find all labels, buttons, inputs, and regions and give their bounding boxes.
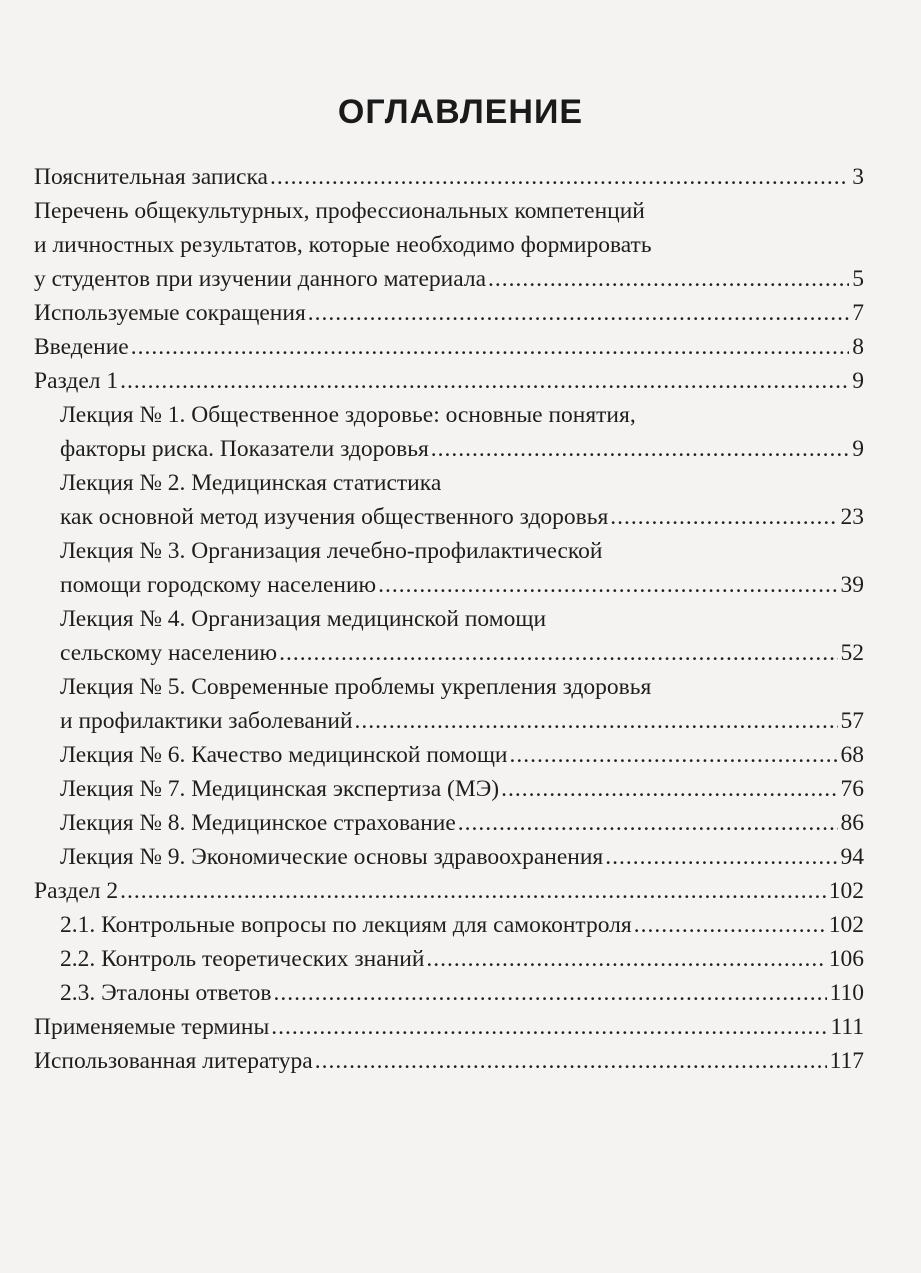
dot-leader: [605, 840, 837, 874]
toc-entry: [34, 806, 864, 840]
dot-leader: [273, 976, 826, 1010]
toc-line: [34, 296, 864, 330]
toc-entry-text: и профилактики заболеваний: [60, 708, 353, 734]
toc-line: [34, 262, 864, 296]
toc-line: [34, 330, 864, 364]
toc-line: [34, 602, 864, 636]
toc-page-number: 3: [852, 164, 864, 190]
toc-page-number: 9: [852, 368, 864, 394]
toc-line: [34, 874, 864, 908]
toc-page-number: 23: [840, 504, 864, 530]
toc-entry: [34, 908, 864, 942]
toc-entry-text: Лекция № 1. Общественное здоровье: основные понятия,: [60, 402, 636, 428]
toc-page-number: 102: [828, 878, 864, 904]
toc-page-number: 102: [828, 912, 864, 938]
toc-entry: [34, 194, 864, 296]
toc-entry: [34, 534, 864, 602]
toc-entry: [34, 874, 864, 908]
toc-entry-text: Лекция № 3. Организация лечебно-профилактической: [60, 538, 603, 564]
toc-page-number: 76: [840, 776, 864, 802]
toc-page-number: 8: [852, 334, 864, 360]
toc-entry: [34, 976, 864, 1010]
toc-line: [34, 466, 864, 500]
toc-line: [34, 806, 864, 840]
toc-line: [34, 568, 864, 602]
toc-entry-text: Лекция № 8. Медицинское страхование: [60, 810, 456, 836]
toc-entry-text: Пояснительная записка: [34, 164, 268, 190]
toc-page-number: 68: [840, 742, 864, 768]
toc-entry-text: Используемые сокращения: [34, 300, 306, 326]
toc-page-number: 57: [840, 708, 864, 734]
dot-leader: [131, 330, 850, 364]
toc-entry: [34, 670, 864, 738]
dot-leader: [501, 772, 837, 806]
toc-line: [34, 670, 864, 704]
dot-leader: [271, 1010, 827, 1044]
toc-entry-text: Раздел 1: [34, 368, 119, 394]
dot-leader: [279, 636, 837, 670]
toc-entry: [34, 1010, 864, 1044]
toc-entry: [34, 398, 864, 466]
dot-leader: [510, 738, 838, 772]
dot-leader: [315, 1044, 827, 1078]
toc-line: [34, 398, 864, 432]
toc-line: [34, 942, 864, 976]
toc-entry: [34, 466, 864, 534]
dot-leader: [634, 908, 826, 942]
toc-line: [34, 1044, 864, 1078]
toc-line: [34, 1010, 864, 1044]
toc-entry: [34, 364, 864, 398]
toc-entry-text: Лекция № 9. Экономические основы здравоохранения: [60, 844, 604, 870]
toc-page-number: 110: [829, 980, 864, 1006]
table-of-contents: [34, 160, 864, 1078]
dot-leader: [426, 942, 825, 976]
toc-entry-text: как основной метод изучения общественного здоровья: [60, 504, 609, 530]
toc-entry: [34, 738, 864, 772]
toc-entry-text: Применяемые термины: [34, 1014, 270, 1040]
toc-entry-text: 2.2. Контроль теоретических знаний: [60, 946, 425, 972]
toc-entry-text: Использованная литература: [34, 1048, 313, 1074]
toc-entry: [34, 1044, 864, 1078]
dot-leader: [308, 296, 849, 330]
toc-line: [34, 840, 864, 874]
toc-entry-text: 2.3. Эталоны ответов: [60, 980, 272, 1006]
toc-line: [34, 976, 864, 1010]
toc-page-number: 94: [840, 844, 864, 870]
toc-line: [34, 160, 864, 194]
toc-entry-text: Лекция № 6. Качество медицинской помощи: [60, 742, 508, 768]
dot-leader: [488, 262, 849, 296]
dot-leader: [378, 568, 837, 602]
toc-entry-text: 2.1. Контрольные вопросы по лекциям для самоконтроля: [60, 912, 632, 938]
toc-entry-text: сельскому населению: [60, 640, 278, 666]
toc-line: [34, 432, 864, 466]
toc-entry-text: у студентов при изучении данного материала: [34, 266, 486, 292]
toc-entry-text: Лекция № 4. Организация медицинской помощи: [60, 606, 547, 632]
dot-leader: [270, 160, 849, 194]
toc-entry: [34, 296, 864, 330]
dot-leader: [120, 874, 826, 908]
toc-page-number: 111: [830, 1014, 864, 1040]
toc-line: [34, 228, 864, 262]
dot-leader: [610, 500, 837, 534]
toc-entry-text: Перечень общекультурных, профессиональных компетенций: [34, 198, 645, 224]
toc-page-number: 52: [840, 640, 864, 666]
toc-page-number: 9: [852, 436, 864, 462]
toc-entry-text: Лекция № 7. Медицинская экспертиза (МЭ): [60, 776, 500, 802]
dot-leader: [458, 806, 838, 840]
toc-entry-text: Введение: [34, 334, 129, 360]
toc-entry-text: Лекция № 5. Современные проблемы укрепления здоровья: [60, 674, 652, 700]
toc-line: [34, 908, 864, 942]
dot-leader: [120, 364, 849, 398]
toc-entry: [34, 942, 864, 976]
toc-entry: [34, 330, 864, 364]
toc-entry: [34, 602, 864, 670]
page-title: ОГЛАВЛЕНИЕ: [337, 93, 584, 131]
toc-line: [34, 704, 864, 738]
toc-line: [34, 194, 864, 228]
toc-line: [34, 772, 864, 806]
toc-line: [34, 534, 864, 568]
toc-entry: [34, 840, 864, 874]
toc-entry-text: Лекция № 2. Медицинская статистика: [60, 470, 442, 496]
toc-page-number: 117: [829, 1048, 864, 1074]
toc-entry-text: факторы риска. Показатели здоровья: [60, 436, 429, 462]
dot-leader: [355, 704, 838, 738]
toc-entry: [34, 772, 864, 806]
toc-line: [34, 738, 864, 772]
toc-entry-text: Раздел 2: [34, 878, 119, 904]
toc-line: [34, 636, 864, 670]
toc-page-number: 7: [852, 300, 864, 326]
toc-entry-text: и личностных результатов, которые необходимо формировать: [34, 232, 652, 258]
toc-page-number: 5: [852, 266, 864, 292]
toc-entry-text: помощи городскому населению: [60, 572, 377, 598]
toc-entry: [34, 160, 864, 194]
toc-line: [34, 364, 864, 398]
toc-page-number: 106: [828, 946, 864, 972]
toc-line: [34, 500, 864, 534]
toc-page-number: 86: [840, 810, 864, 836]
toc-page-number: 39: [840, 572, 864, 598]
dot-leader: [431, 432, 849, 466]
